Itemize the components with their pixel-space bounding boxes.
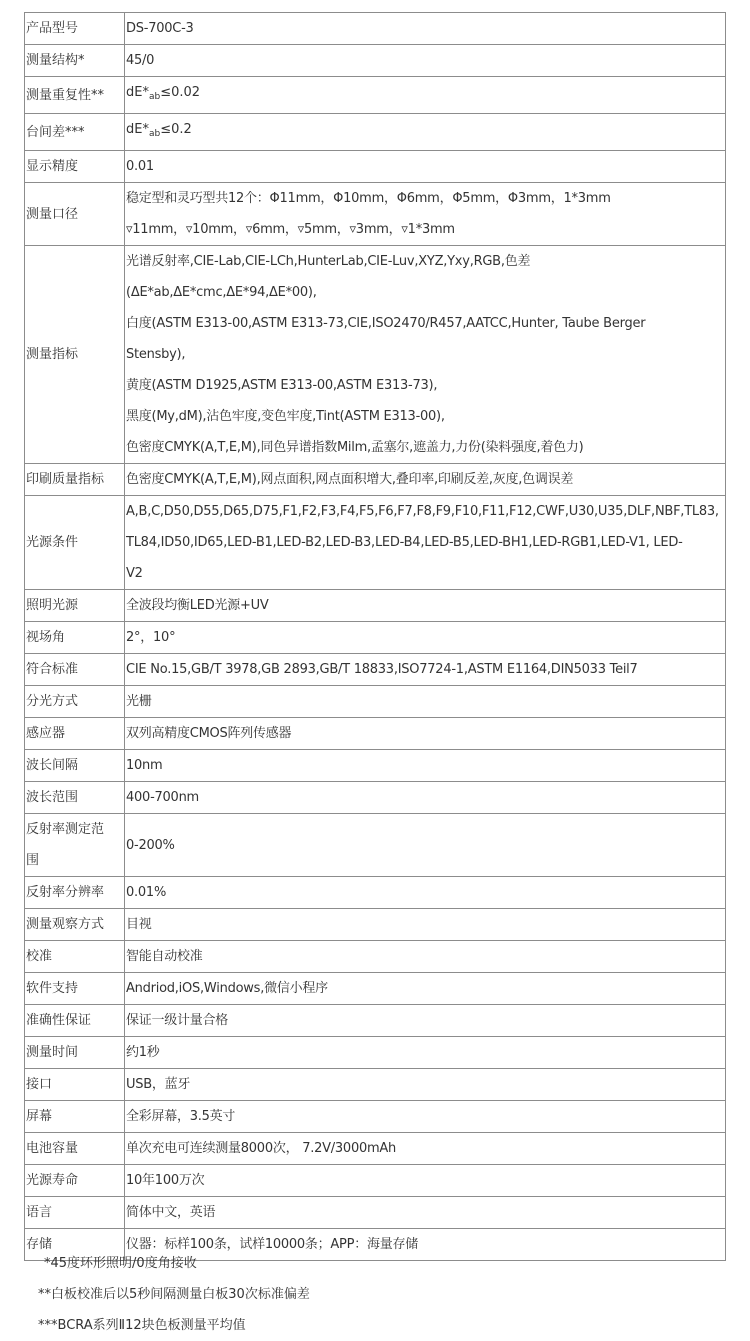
spec-value-line: (ΔE*ab,ΔE*cmc,ΔE*94,ΔE*00), bbox=[126, 285, 317, 300]
spec-label: 接口 bbox=[25, 1069, 125, 1101]
spec-value bbox=[125, 1101, 726, 1133]
spec-value-line: TL84,ID50,ID65,LED-B1,LED-B2,LED-B3,LED-B4,LED-B5,LED-BH1,LED-RGB1,LED-V1, LED- bbox=[126, 535, 683, 550]
spec-value-line: 单次充电可连续测量8000次， 7.2V/3000mAh bbox=[126, 1141, 397, 1156]
spec-value-suffix: ≤0.2 bbox=[160, 122, 192, 137]
spec-row bbox=[25, 77, 726, 114]
spec-value bbox=[125, 782, 726, 814]
spec-value-line: 简体中文，英语 bbox=[126, 1205, 216, 1220]
spec-value-subscript: ab bbox=[148, 129, 161, 139]
spec-value-line: 色密度CMYK(A,T,E,M),同色异谱指数Milm,孟塞尔,遮盖力,力份(染料强度,着色力) bbox=[126, 440, 584, 455]
spec-value-line: V2 bbox=[126, 566, 143, 581]
spec-value-line: 双列高精度CMOS阵列传感器 bbox=[126, 726, 292, 741]
spec-row bbox=[25, 246, 726, 464]
spec-label: 语言 bbox=[25, 1197, 125, 1229]
spec-value bbox=[125, 941, 726, 973]
spec-label: 符合标准 bbox=[25, 654, 125, 686]
spec-row bbox=[25, 1037, 726, 1069]
spec-value bbox=[125, 718, 726, 750]
spec-label: 存储 bbox=[25, 1229, 125, 1261]
spec-value bbox=[125, 1069, 726, 1101]
spec-label: 测量观察方式 bbox=[25, 909, 125, 941]
spec-row bbox=[25, 1197, 726, 1229]
spec-value-line: 仪器：标样100条，试样10000条；APP：海量存储 bbox=[126, 1237, 418, 1252]
spec-label: 测量口径 bbox=[25, 183, 125, 246]
spec-value bbox=[125, 246, 726, 464]
spec-row bbox=[25, 114, 726, 151]
spec-label: 反射率分辨率 bbox=[25, 877, 125, 909]
spec-value-line: 400-700nm bbox=[126, 790, 199, 805]
spec-value-line: USB，蓝牙 bbox=[126, 1077, 191, 1092]
spec-value bbox=[125, 654, 726, 686]
spec-value bbox=[125, 909, 726, 941]
spec-value-line: 全彩屏幕，3.5英寸 bbox=[126, 1109, 236, 1124]
spec-value bbox=[125, 590, 726, 622]
spec-value-line: 约1秒 bbox=[126, 1045, 160, 1060]
spec-value-line: 全波段均衡LED光源+UV bbox=[126, 598, 269, 613]
spec-label: 感应器 bbox=[25, 718, 125, 750]
spec-label: 视场角 bbox=[25, 622, 125, 654]
spec-value-prefix: dE* bbox=[126, 85, 149, 100]
spec-value bbox=[125, 13, 726, 45]
spec-row bbox=[25, 45, 726, 77]
spec-label: 显示精度 bbox=[25, 151, 125, 183]
spec-label: 准确性保证 bbox=[25, 1005, 125, 1037]
spec-value bbox=[125, 1197, 726, 1229]
spec-value-line: ▿11mm，▿10mm，▿6mm，▿5mm，▿3mm，▿1*3mm bbox=[126, 222, 455, 237]
spec-value-line: A,B,C,D50,D55,D65,D75,F1,F2,F3,F4,F5,F6,F7,F8,F9,F10,F11,F12,CWF,U30,U35,DLF,NBF,TL83, bbox=[126, 504, 719, 519]
spec-row bbox=[25, 877, 726, 909]
spec-row bbox=[25, 814, 726, 877]
spec-row bbox=[25, 464, 726, 496]
spec-value bbox=[125, 750, 726, 782]
spec-row bbox=[25, 686, 726, 718]
spec-value-prefix: dE* bbox=[126, 122, 149, 137]
spec-row bbox=[25, 750, 726, 782]
spec-row bbox=[25, 590, 726, 622]
spec-value-line: 目视 bbox=[126, 917, 152, 932]
footnote-3: ***BCRA系列Ⅱ12块色板测量平均值 bbox=[38, 1318, 246, 1333]
spec-row bbox=[25, 654, 726, 686]
spec-value-line: 0.01% bbox=[126, 885, 167, 900]
spec-row bbox=[25, 973, 726, 1005]
spec-row bbox=[25, 1101, 726, 1133]
spec-value-line: 智能自动校准 bbox=[126, 949, 203, 964]
spec-value-line: 稳定型和灵巧型共12个：Φ11mm，Φ10mm，Φ6mm，Φ5mm，Φ3mm，1*3mm bbox=[126, 191, 611, 206]
spec-value-line: DS-700C-3 bbox=[126, 21, 194, 36]
spec-value-line: 白度(ASTM E313-00,ASTM E313-73,CIE,ISO2470/R457,AATCC,Hunter, Taube Berger bbox=[126, 316, 646, 331]
footnote-2: **白板校准后以5秒间隔测量白板30次标准偏差 bbox=[38, 1287, 310, 1302]
spec-label: 波长间隔 bbox=[25, 750, 125, 782]
spec-value-line: 0-200% bbox=[126, 837, 175, 853]
spec-label: 测量结构* bbox=[25, 45, 125, 77]
spec-label: 波长范围 bbox=[25, 782, 125, 814]
spec-label: 光源条件 bbox=[25, 496, 125, 590]
spec-value bbox=[125, 464, 726, 496]
spec-value bbox=[125, 77, 726, 114]
spec-label: 台间差*** bbox=[25, 114, 125, 151]
spec-row bbox=[25, 183, 726, 246]
spec-value-line: Stensby), bbox=[126, 347, 186, 362]
spec-value bbox=[125, 151, 726, 183]
spec-row bbox=[25, 13, 726, 45]
spec-table bbox=[24, 12, 726, 1261]
spec-value-line: 黄度(ASTM D1925,ASTM E313-00,ASTM E313-73), bbox=[126, 378, 438, 393]
spec-row bbox=[25, 909, 726, 941]
spec-value bbox=[125, 622, 726, 654]
footnotes bbox=[24, 1248, 726, 1341]
spec-value-line: Andriod,iOS,Windows,微信小程序 bbox=[126, 981, 328, 996]
spec-label bbox=[25, 814, 125, 877]
spec-label: 软件支持 bbox=[25, 973, 125, 1005]
spec-label: 印刷质量指标 bbox=[25, 464, 125, 496]
spec-value bbox=[125, 45, 726, 77]
spec-label: 测量时间 bbox=[25, 1037, 125, 1069]
spec-label: 电池容量 bbox=[25, 1133, 125, 1165]
spec-value-line: 黑度(My,dM),沾色牢度,变色牢度,Tint(ASTM E313-00), bbox=[126, 409, 445, 424]
footnote-1: *45度环形照明/0度角接收 bbox=[44, 1256, 197, 1271]
spec-value bbox=[125, 973, 726, 1005]
spec-value-subscript: ab bbox=[148, 92, 161, 102]
spec-value bbox=[125, 814, 726, 877]
spec-value-line: 保证一级计量合格 bbox=[126, 1013, 229, 1028]
spec-row bbox=[25, 941, 726, 973]
spec-label-line: 反射率测定范 bbox=[26, 822, 105, 837]
spec-value-line: 色密度CMYK(A,T,E,M),网点面积,网点面积增大,叠印率,印刷反差,灰度,色调误差 bbox=[126, 472, 574, 487]
spec-row bbox=[25, 151, 726, 183]
spec-value bbox=[125, 496, 726, 590]
spec-value-line: 2°，10° bbox=[126, 630, 176, 645]
spec-label: 产品型号 bbox=[25, 13, 125, 45]
spec-row bbox=[25, 782, 726, 814]
spec-row bbox=[25, 718, 726, 750]
spec-value bbox=[125, 1133, 726, 1165]
spec-row bbox=[25, 1165, 726, 1197]
spec-value bbox=[125, 114, 726, 151]
spec-value-suffix: ≤0.02 bbox=[160, 85, 201, 100]
spec-value-line: 0.01 bbox=[126, 159, 154, 174]
spec-label: 屏幕 bbox=[25, 1101, 125, 1133]
spec-label: 照明光源 bbox=[25, 590, 125, 622]
spec-value-line: 10nm bbox=[126, 758, 163, 773]
spec-table-body bbox=[25, 13, 726, 1261]
spec-row bbox=[25, 1005, 726, 1037]
spec-value-line: 45/0 bbox=[126, 53, 155, 68]
spec-value bbox=[125, 686, 726, 718]
spec-label: 光源寿命 bbox=[25, 1165, 125, 1197]
spec-label: 分光方式 bbox=[25, 686, 125, 718]
spec-row bbox=[25, 1133, 726, 1165]
spec-row bbox=[25, 1069, 726, 1101]
spec-label: 测量指标 bbox=[25, 246, 125, 464]
spec-row bbox=[25, 622, 726, 654]
spec-value bbox=[125, 1037, 726, 1069]
spec-value-line: 10年100万次 bbox=[126, 1173, 205, 1188]
spec-value bbox=[125, 1165, 726, 1197]
spec-value bbox=[125, 1005, 726, 1037]
spec-value-line: 光栅 bbox=[126, 694, 152, 709]
spec-value bbox=[125, 877, 726, 909]
spec-value-line: CIE No.15,GB/T 3978,GB 2893,GB/T 18833,ISO7724-1,ASTM E1164,DIN5033 Teil7 bbox=[126, 662, 638, 677]
spec-row bbox=[25, 496, 726, 590]
spec-value-line: 光谱反射率,CIE-Lab,CIE-LCh,HunterLab,CIE-Luv,XYZ,Yxy,RGB,色差 bbox=[126, 254, 531, 269]
spec-label: 测量重复性** bbox=[25, 77, 125, 114]
spec-value bbox=[125, 183, 726, 246]
spec-label-line: 围 bbox=[26, 853, 40, 868]
spec-label: 校准 bbox=[25, 941, 125, 973]
